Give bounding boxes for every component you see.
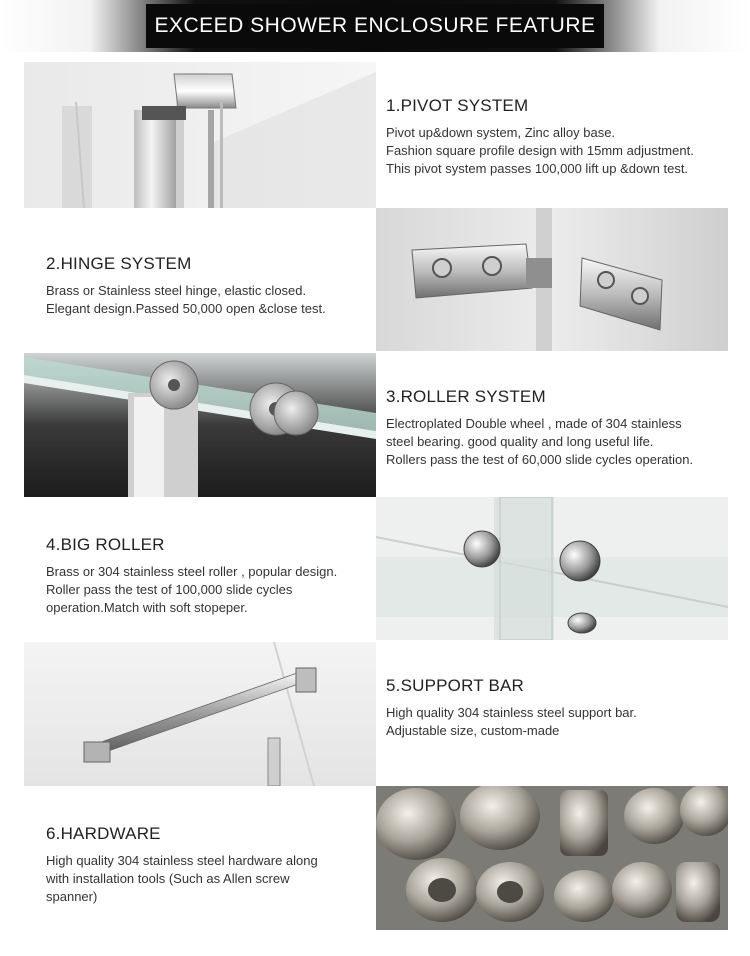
roller-system-photo	[24, 353, 376, 497]
feature-line: Elegant design.Passed 50,000 open &close test.	[46, 301, 326, 316]
feature-title: 5.SUPPORT BAR	[386, 676, 525, 695]
feature-line: Pivot up&down system, Zinc alloy base.	[386, 125, 616, 140]
feature-line: spanner)	[46, 889, 98, 904]
pivot-system-photo	[24, 62, 376, 208]
feature-roller-system	[0, 353, 750, 497]
support-bar-text	[386, 676, 738, 740]
hinge-system-photo	[376, 208, 728, 351]
big-roller-photo	[376, 497, 728, 640]
feature-hardware	[0, 786, 750, 930]
feature-title: 3.ROLLER SYSTEM	[386, 387, 546, 406]
feature-line: This pivot system passes 100,000 lift up &down test.	[386, 161, 689, 176]
feature-line: Roller pass the test of 100,000 slide cycles	[46, 582, 293, 597]
feature-hinge-system	[0, 208, 750, 351]
page-title: EXCEED SHOWER ENCLOSURE FEATURE	[154, 14, 596, 37]
feature-line: steel bearing. good quality and long useful life.	[386, 434, 654, 449]
feature-pivot-system	[0, 62, 750, 208]
banner-title-box	[146, 4, 604, 48]
pivot-system-text	[386, 96, 736, 178]
feature-line: Brass or Stainless steel hinge, elastic closed.	[46, 283, 307, 298]
feature-line: Fashion square profile design with 15mm adjustment.	[386, 143, 694, 158]
feature-title: 2.HINGE SYSTEM	[46, 254, 192, 273]
feature-line: Electroplated Double wheel , made of 304 stainless	[386, 416, 682, 431]
header-banner	[0, 0, 750, 52]
hinge-system-text	[46, 254, 366, 318]
big-roller-text	[46, 535, 376, 617]
feature-title: 4.BIG ROLLER	[46, 535, 165, 554]
feature-line: High quality 304 stainless steel hardware along	[46, 853, 318, 868]
feature-title: 1.PIVOT SYSTEM	[386, 96, 529, 115]
hardware-text	[46, 824, 366, 906]
feature-line: operation.Match with soft stopeper.	[46, 600, 248, 615]
feature-support-bar	[0, 642, 750, 786]
roller-system-text	[386, 387, 738, 469]
feature-line: with installation tools (Such as Allen screw	[46, 871, 290, 886]
hardware-photo	[376, 786, 728, 930]
feature-line: Rollers pass the test of 60,000 slide cycles operation.	[386, 452, 694, 467]
feature-line: High quality 304 stainless steel support bar.	[386, 705, 637, 720]
feature-title: 6.HARDWARE	[46, 824, 161, 843]
feature-line: Adjustable size, custom-made	[386, 723, 560, 738]
feature-big-roller	[0, 497, 750, 640]
support-bar-photo	[24, 642, 376, 786]
feature-line: Brass or 304 stainless steel roller , popular design.	[46, 564, 338, 579]
